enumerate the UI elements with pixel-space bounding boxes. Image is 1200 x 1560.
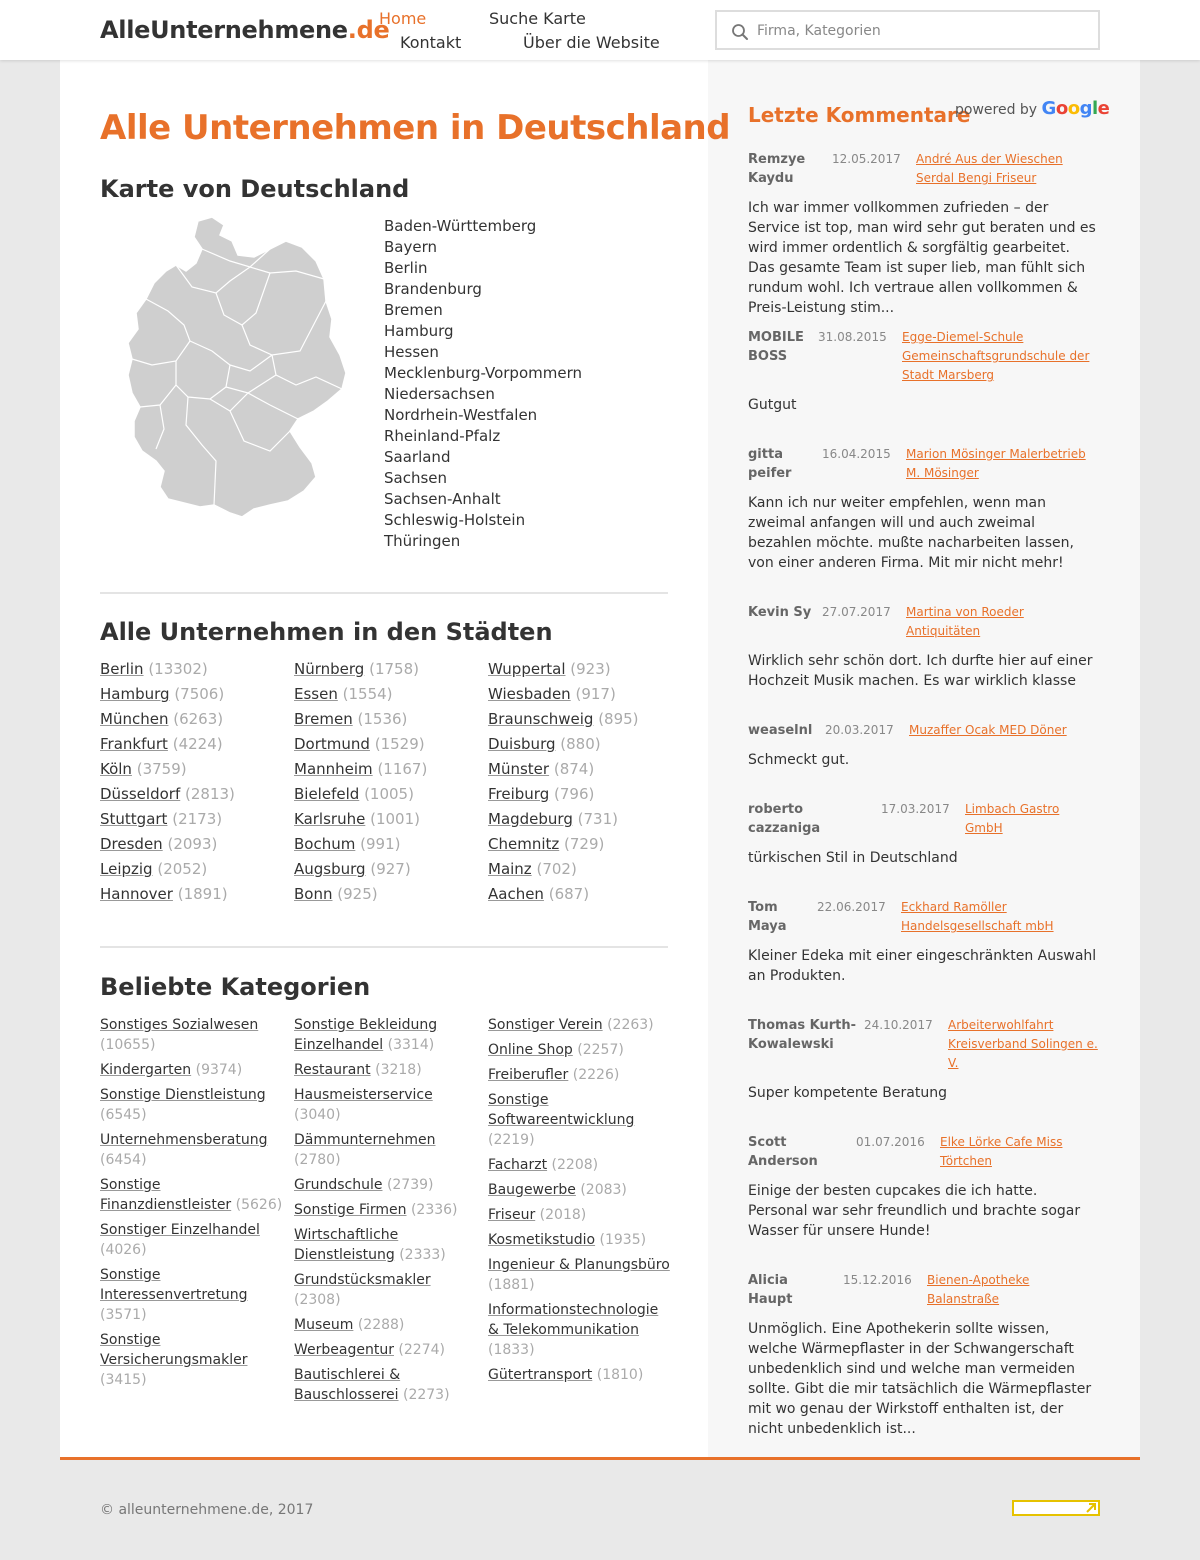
state-link[interactable]: Bayern xyxy=(384,238,437,256)
footer-accent-line xyxy=(60,1457,1140,1460)
category-count: (5626) xyxy=(235,1197,283,1213)
city-link[interactable]: Frankfurt xyxy=(100,735,168,753)
category-count: (2333) xyxy=(399,1247,446,1263)
search-icon xyxy=(731,23,749,41)
category-count: (2780) xyxy=(294,1152,341,1168)
comment-date: 31.08.2015 xyxy=(818,330,887,344)
city-link[interactable]: Wuppertal xyxy=(488,660,566,678)
city-count: (731) xyxy=(577,810,618,828)
category-link[interactable]: Restaurant xyxy=(294,1062,371,1078)
arrow-up-right-icon xyxy=(1085,1502,1097,1514)
city-count: (2093) xyxy=(167,835,218,853)
state-link[interactable]: Rheinland-Pfalz xyxy=(384,427,501,445)
list-item xyxy=(488,1065,673,1085)
state-link[interactable]: Mecklenburg-Vorpommern xyxy=(384,364,582,382)
comment-text: Kleiner Edeka mit einer eingeschränkten Auswahl an Produkten. xyxy=(748,948,1097,984)
comment-company-link[interactable]: Marion Mösinger Malerbetrieb M. Mösinger xyxy=(906,447,1086,480)
list-item xyxy=(100,810,290,835)
category-count: (2273) xyxy=(402,1387,450,1403)
comment-text: Wirklich sehr schön dort. Ich durfte hier auf einer Hochzeit Musik machen. Es war wirklich klasse xyxy=(748,653,1093,689)
city-count: (927) xyxy=(370,860,411,878)
comment-date: 15.12.2016 xyxy=(843,1273,912,1287)
copyright: © alleunternehmene.de, 2017 xyxy=(100,1502,314,1518)
city-count: (895) xyxy=(598,710,639,728)
category-count: (3314) xyxy=(387,1037,435,1053)
nav-contact[interactable]: Kontakt xyxy=(400,33,462,52)
category-count: (4026) xyxy=(100,1242,147,1258)
city-link[interactable]: Stuttgart xyxy=(100,810,168,828)
comment-author: Tom Maya xyxy=(748,900,787,934)
city-count: (7506) xyxy=(174,685,225,703)
city-link[interactable]: Nürnberg xyxy=(294,660,365,678)
city-count: (2173) xyxy=(172,810,223,828)
city-count: (6263) xyxy=(173,710,224,728)
nav-about[interactable]: Über die Website xyxy=(523,33,660,52)
category-count: (3218) xyxy=(375,1062,422,1078)
category-count: (2257) xyxy=(577,1042,624,1058)
category-link[interactable]: Museum xyxy=(294,1317,354,1333)
list-item xyxy=(488,1255,673,1295)
comment-author: Kevin Sy xyxy=(748,605,812,620)
category-link[interactable]: Werbeagentur xyxy=(294,1342,394,1358)
list-item xyxy=(488,760,678,785)
state-link[interactable]: Bremen xyxy=(384,301,443,319)
city-link[interactable]: Duisburg xyxy=(488,735,556,753)
city-list-column xyxy=(488,660,678,910)
list-item xyxy=(100,785,290,810)
list-item xyxy=(488,835,678,860)
list-item xyxy=(294,1200,479,1220)
map-section-title: Karte von Deutschland xyxy=(100,175,410,203)
category-link[interactable]: Ingenieur & Planungsbüro xyxy=(488,1257,670,1273)
list-item xyxy=(488,785,678,810)
list-item xyxy=(100,1060,285,1080)
city-link[interactable]: Mainz xyxy=(488,860,532,878)
list-item xyxy=(294,1060,479,1080)
section-divider xyxy=(100,592,668,594)
state-link[interactable]: Hessen xyxy=(384,343,439,361)
category-count: (1833) xyxy=(488,1342,535,1358)
list-item xyxy=(488,735,678,760)
list-item xyxy=(100,760,290,785)
city-link[interactable]: Wiesbaden xyxy=(488,685,571,703)
list-item xyxy=(488,1365,673,1385)
state-link[interactable]: Brandenburg xyxy=(384,280,482,298)
category-count: (2308) xyxy=(294,1292,341,1308)
category-count: (2274) xyxy=(398,1342,445,1358)
list-item xyxy=(100,1220,285,1260)
category-count: (2263) xyxy=(607,1017,654,1033)
category-count: (1810) xyxy=(596,1367,644,1383)
city-link[interactable]: Mannheim xyxy=(294,760,373,778)
comment-author: Thomas Kurth-Kowalewski xyxy=(748,1018,857,1052)
city-link[interactable]: Hamburg xyxy=(100,685,170,703)
comment-text: Einige der besten cupcakes die ich hatte. Personal war sehr freundlich und brachte sogar Wasser für unsere Hunde! xyxy=(748,1183,1081,1239)
comment-company-link[interactable]: Egge-Diemel-Schule Gemeinschaftsgrundschule der Stadt Marsberg xyxy=(902,330,1090,382)
list-item xyxy=(100,710,290,735)
city-count: (687) xyxy=(548,885,590,903)
comment-company-link[interactable]: Muzaffer Ocak MED Döner xyxy=(909,723,1067,737)
category-count: (3571) xyxy=(100,1307,147,1323)
category-link[interactable]: Sonstige Interessenvertretung xyxy=(100,1267,248,1303)
city-count: (1005) xyxy=(364,785,414,803)
list-item xyxy=(100,1015,285,1055)
list-item xyxy=(488,1015,673,1035)
category-link[interactable]: Bautischlerei & Bauschlosserei xyxy=(294,1367,401,1403)
comment-date: 16.04.2015 xyxy=(822,447,891,461)
state-link[interactable]: Thüringen xyxy=(384,532,461,550)
list-item xyxy=(100,860,290,885)
category-count: (2288) xyxy=(357,1317,405,1333)
comment-author: Scott Anderson xyxy=(748,1135,818,1169)
category-link[interactable]: Hausmeisterservice xyxy=(294,1087,433,1103)
category-count: (1881) xyxy=(488,1277,535,1293)
city-count: (917) xyxy=(575,685,616,703)
city-count: (874) xyxy=(553,760,595,778)
powered-by-google xyxy=(955,98,1109,119)
category-count: (3415) xyxy=(100,1372,147,1388)
comment-text: Super kompetente Beratung xyxy=(748,1085,947,1101)
nav-home[interactable]: Home xyxy=(379,9,427,28)
list-item xyxy=(100,1130,285,1170)
city-count: (702) xyxy=(536,860,577,878)
city-link[interactable]: Karlsruhe xyxy=(294,810,366,828)
category-count: (2226) xyxy=(572,1067,620,1083)
list-item xyxy=(488,1300,673,1360)
comment-text: Ich war immer vollkommen zufrieden – der Service ist top, man wird sehr gut beraten und es wird immer ordentlich & sorgfältig gearbeitet. Das gesamte Team ist super lieb, man fühlt sich rundum wohl. Ich vertraue allen vollkommen & Preis-Leistung stim... xyxy=(748,200,1096,316)
category-count: (6454) xyxy=(100,1152,147,1168)
city-link[interactable]: Augsburg xyxy=(294,860,366,878)
list-item xyxy=(294,1015,479,1055)
category-link[interactable]: Facharzt xyxy=(488,1157,548,1173)
category-count: (1935) xyxy=(599,1232,647,1248)
comment-text: türkischen Stil in Deutschland xyxy=(748,850,958,866)
category-link[interactable]: Sonstiges Sozialwesen xyxy=(100,1017,259,1033)
comment-author: MOBILE BOSS xyxy=(748,330,804,364)
list-item xyxy=(294,1175,479,1195)
city-count: (4224) xyxy=(172,735,223,753)
comment-author: roberto cazzaniga xyxy=(748,802,821,836)
city-link[interactable]: München xyxy=(100,710,169,728)
list-item xyxy=(294,785,484,810)
state-link[interactable]: Sachsen xyxy=(384,469,448,487)
list-item xyxy=(100,1330,285,1390)
list-item xyxy=(100,1175,285,1215)
city-count: (1554) xyxy=(342,685,393,703)
category-link[interactable]: Sonstiger Verein xyxy=(488,1017,603,1033)
city-count: (1758) xyxy=(369,660,419,678)
category-link[interactable]: Informationstechnologie & Telekommunikation xyxy=(488,1302,659,1338)
category-count: (6545) xyxy=(100,1107,147,1123)
list-item xyxy=(294,710,484,735)
comment-text: Kann ich nur weiter empfehlen, wenn man zweimal anfangen will und auch zweimal bezahlen möchte. mußte nacharbeiten lassen, von einer anderen Firma. Mit mir nicht mehr! xyxy=(748,495,1074,571)
site-header xyxy=(0,0,1200,60)
comment-company-link[interactable]: Eckhard Ramöller Handelsgesellschaft mbH xyxy=(901,900,1054,933)
category-count: (10655) xyxy=(100,1037,156,1053)
search-input[interactable] xyxy=(757,20,1087,42)
city-count: (923) xyxy=(570,660,611,678)
back-to-top-button[interactable] xyxy=(1012,1500,1100,1516)
category-count: (2208) xyxy=(551,1157,599,1173)
comment-date: 17.03.2017 xyxy=(881,802,950,816)
city-link[interactable]: Münster xyxy=(488,760,550,778)
city-link[interactable]: Essen xyxy=(294,685,338,703)
state-link[interactable]: Nordrhein-Westfalen xyxy=(384,406,538,424)
state-link[interactable]: Saarland xyxy=(384,448,451,466)
city-link[interactable]: Freiburg xyxy=(488,785,550,803)
city-count: (729) xyxy=(564,835,605,853)
city-count: (1529) xyxy=(374,735,425,753)
city-link[interactable]: Bochum xyxy=(294,835,356,853)
category-count: (9374) xyxy=(195,1062,243,1078)
list-item xyxy=(294,835,484,860)
state-link[interactable]: Schleswig-Holstein xyxy=(384,511,526,529)
list-item xyxy=(294,1340,479,1360)
list-item xyxy=(488,1155,673,1175)
city-count: (796) xyxy=(554,785,595,803)
category-list-column xyxy=(488,1015,673,1390)
site-logo[interactable] xyxy=(100,16,389,44)
comment-text: Unmöglich. Eine Apothekerin sollte wissen, welche Wärmepflaster in der Schwangerschaft unbedenklich sind und welche man vermeiden sollte. Gibt die mir tatsächlich die Wärmepflaster mit wo genau der Wirkstoff enthalten ist, der nicht unbedenklich ist... xyxy=(748,1321,1092,1437)
comment-date: 24.10.2017 xyxy=(864,1018,933,1032)
list-item xyxy=(294,1130,479,1170)
list-item xyxy=(488,1205,673,1225)
list-item xyxy=(100,835,290,860)
list-item xyxy=(100,1265,285,1325)
page-title: Alle Unternehmen in Deutschland xyxy=(100,108,731,148)
category-link[interactable]: Grundstücksmakler xyxy=(294,1272,431,1288)
city-link[interactable]: Bielefeld xyxy=(294,785,360,803)
list-item xyxy=(488,685,678,710)
list-item xyxy=(488,860,678,885)
list-item xyxy=(294,810,484,835)
state-list xyxy=(384,217,582,553)
comment-date: 27.07.2017 xyxy=(822,605,891,619)
city-link[interactable]: Berlin xyxy=(100,660,144,678)
list-item xyxy=(294,885,484,910)
comment-date: 01.07.2016 xyxy=(856,1135,925,1149)
city-count: (991) xyxy=(360,835,401,853)
logo-tld: .de xyxy=(347,16,390,44)
comment-company-link[interactable]: Elke Lörke Cafe Miss Törtchen xyxy=(940,1135,1063,1168)
list-item xyxy=(294,735,484,760)
list-item xyxy=(488,660,678,685)
list-item xyxy=(100,685,290,710)
comment-author: weaselnl xyxy=(748,723,813,738)
state-link[interactable]: Niedersachsen xyxy=(384,385,495,403)
category-link[interactable]: Grundschule xyxy=(294,1177,383,1193)
section-divider xyxy=(100,946,668,948)
list-item xyxy=(488,1180,673,1200)
comment-company-link[interactable]: Limbach Gastro GmbH xyxy=(965,802,1060,835)
city-link[interactable]: Dresden xyxy=(100,835,163,853)
comment-text: Schmeckt gut. xyxy=(748,752,850,768)
comment-author: Remzye Kaydu xyxy=(748,152,806,186)
list-item xyxy=(294,1365,479,1405)
comment-date: 22.06.2017 xyxy=(817,900,886,914)
city-count: (925) xyxy=(337,885,378,903)
list-item xyxy=(100,735,290,760)
city-count: (1167) xyxy=(377,760,428,778)
list-item xyxy=(294,760,484,785)
list-item xyxy=(100,1085,285,1125)
category-link[interactable]: Unternehmensberatung xyxy=(100,1132,268,1148)
list-item xyxy=(294,660,484,685)
category-list-column xyxy=(100,1015,285,1395)
comment-date: 12.05.2017 xyxy=(832,152,901,166)
category-count: (2083) xyxy=(580,1182,627,1198)
list-item xyxy=(488,710,678,735)
city-count: (880) xyxy=(560,735,601,753)
category-count: (2018) xyxy=(539,1207,587,1223)
list-item xyxy=(488,1040,673,1060)
city-link[interactable]: Aachen xyxy=(488,885,544,903)
list-item xyxy=(488,1230,673,1250)
city-list-column xyxy=(294,660,484,910)
city-count: (13302) xyxy=(148,660,208,678)
list-item xyxy=(100,660,290,685)
state-link[interactable]: Sachsen-Anhalt xyxy=(384,490,501,508)
city-link[interactable]: Köln xyxy=(100,760,132,778)
comment-text: Gutgut xyxy=(748,397,797,413)
category-link[interactable]: Sonstiger Einzelhandel xyxy=(100,1222,260,1238)
google-logo: Google xyxy=(1041,98,1110,119)
nav-map-search[interactable]: Suche Karte xyxy=(489,9,586,28)
category-link[interactable]: Kosmetikstudio xyxy=(488,1232,596,1248)
category-link[interactable]: Friseur xyxy=(488,1207,536,1223)
category-link[interactable]: Sonstige Dienstleistung xyxy=(100,1087,266,1103)
list-item xyxy=(488,1090,673,1150)
city-link[interactable]: Hannover xyxy=(100,885,173,903)
city-count: (1536) xyxy=(357,710,408,728)
city-count: (2813) xyxy=(185,785,235,803)
comment-company-link[interactable]: Martina von Roeder Antiquitäten xyxy=(906,605,1024,638)
category-count: (2219) xyxy=(488,1132,535,1148)
comment-author: Alicia Haupt xyxy=(748,1273,793,1307)
category-link[interactable]: Sonstige Finanzdienstleister xyxy=(100,1177,232,1213)
city-count: (3759) xyxy=(136,760,187,778)
city-link[interactable]: Düsseldorf xyxy=(100,785,181,803)
city-link[interactable]: Braunschweig xyxy=(488,710,594,728)
list-item xyxy=(294,860,484,885)
list-item xyxy=(488,810,678,835)
search-box xyxy=(715,10,1100,50)
category-link[interactable]: Sonstige Versicherungsmakler xyxy=(100,1332,248,1368)
city-count: (2052) xyxy=(157,860,208,878)
comment-company-link[interactable]: André Aus der Wieschen Serdal Bengi Friseur xyxy=(916,152,1063,185)
germany-map[interactable] xyxy=(120,215,360,520)
list-item xyxy=(100,885,290,910)
category-count: (2336) xyxy=(410,1202,458,1218)
comment-date: 20.03.2017 xyxy=(825,723,894,737)
category-link[interactable]: Dämmunternehmen xyxy=(294,1132,436,1148)
city-count: (1891) xyxy=(177,885,228,903)
city-list-column xyxy=(100,660,290,910)
logo-main: AlleUnternehmene xyxy=(100,16,348,44)
city-link[interactable]: Chemnitz xyxy=(488,835,560,853)
category-count: (3040) xyxy=(294,1107,341,1123)
list-item xyxy=(294,1270,479,1310)
city-link[interactable]: Magdeburg xyxy=(488,810,573,828)
list-item xyxy=(294,685,484,710)
category-link[interactable]: Sonstige Softwareentwicklung xyxy=(488,1092,635,1128)
category-link[interactable]: Wirtschaftliche Dienstleistung xyxy=(294,1227,399,1263)
list-item xyxy=(294,1315,479,1335)
city-link[interactable]: Dortmund xyxy=(294,735,370,753)
category-link[interactable]: Gütertransport xyxy=(488,1367,593,1383)
category-link[interactable]: Sonstige Firmen xyxy=(294,1202,407,1218)
category-link[interactable]: Baugewerbe xyxy=(488,1182,576,1198)
comments-title: Letzte Kommentare xyxy=(748,103,971,127)
comment-company-link[interactable]: Bienen-Apotheke Balanstraße xyxy=(927,1273,1030,1306)
powered-by-label: powered by xyxy=(955,102,1038,118)
list-item xyxy=(488,885,678,910)
category-list-column xyxy=(294,1015,479,1410)
city-count: (1001) xyxy=(370,810,420,828)
category-link[interactable]: Sonstige Bekleidung Einzelhandel xyxy=(294,1017,438,1053)
list-item xyxy=(294,1225,479,1265)
categories-section-title: Beliebte Kategorien xyxy=(100,973,371,1001)
state-link[interactable]: Hamburg xyxy=(384,322,454,340)
list-item xyxy=(294,1085,479,1125)
state-link[interactable]: Berlin xyxy=(384,259,428,277)
category-link[interactable]: Kindergarten xyxy=(100,1062,192,1078)
cities-section-title: Alle Unternehmen in den Städten xyxy=(100,618,553,646)
comment-author: gitta peifer xyxy=(748,447,792,481)
city-link[interactable]: Bremen xyxy=(294,710,353,728)
category-link[interactable]: Freiberufler xyxy=(488,1067,569,1083)
city-link[interactable]: Leipzig xyxy=(100,860,153,878)
category-count: (2739) xyxy=(386,1177,434,1193)
comment-company-link[interactable]: Arbeiterwohlfahrt Kreisverband Solingen e. V. xyxy=(948,1018,1098,1070)
state-link[interactable]: Baden-Württemberg xyxy=(384,217,537,235)
city-link[interactable]: Bonn xyxy=(294,885,333,903)
category-link[interactable]: Online Shop xyxy=(488,1042,573,1058)
